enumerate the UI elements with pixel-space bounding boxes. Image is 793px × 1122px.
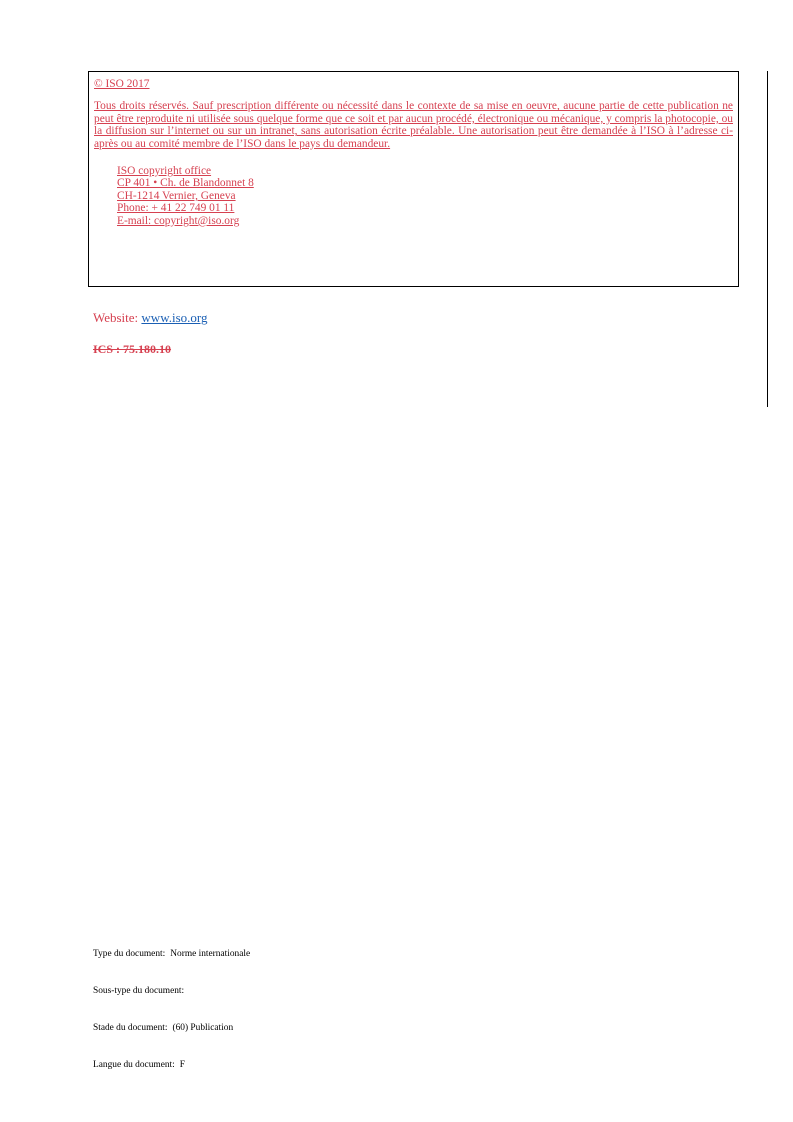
address-line-office: ISO copyright office bbox=[117, 165, 212, 178]
address-line-city: CH-1214 Vernier, Geneva bbox=[117, 189, 236, 202]
meta-label: Sous-type du document: bbox=[93, 986, 185, 996]
ics-code: ICS : 75.180.10 bbox=[93, 342, 172, 356]
website-link[interactable]: www.iso.org bbox=[141, 310, 208, 325]
address-line-street: CP 401 • Ch. de Blandonnet 8 bbox=[117, 177, 254, 190]
copyright-address bbox=[117, 165, 733, 227]
revision-change-bar bbox=[767, 71, 768, 407]
meta-value: Norme internationale bbox=[170, 949, 251, 959]
address-line-phone: Phone: + 41 22 749 01 11 bbox=[117, 202, 235, 215]
copyright-rights-text: Tous droits réservés. Sauf prescription différente ou nécessité dans le contexte de sa mise en oeuvre, aucune partie de cette publication ne peut être reproduite ni utilisée sous quelque forme que ce soit et par aucun procédé, électronique ou mécanique, y compris la photocopie, ou la diffusion sur l’internet ou sur un intranet, sans autorisation écrite préalable. Une autorisation peut être demandée à l’ISO à l’adresse ci-après ou au comité membre de l’ISO dans le pays du demandeur. bbox=[94, 100, 733, 150]
meta-row-stage bbox=[93, 1022, 250, 1034]
website-label: Website: bbox=[93, 310, 142, 325]
meta-row-type bbox=[93, 948, 250, 960]
address-line-email: E-mail: copyright@iso.org bbox=[117, 214, 240, 227]
copyright-box bbox=[88, 71, 739, 287]
meta-value: F bbox=[179, 1060, 185, 1070]
meta-row-language bbox=[93, 1059, 250, 1071]
copyright-year: © ISO 2017 bbox=[94, 78, 150, 90]
meta-label: Stade du document: bbox=[93, 1023, 168, 1033]
meta-value: (60) Publication bbox=[172, 1023, 234, 1033]
website-line bbox=[93, 310, 208, 326]
meta-row-subtype bbox=[93, 985, 250, 997]
meta-label: Langue du document: bbox=[93, 1060, 175, 1070]
document-meta bbox=[93, 948, 250, 1096]
meta-label: Type du document: bbox=[93, 949, 166, 959]
